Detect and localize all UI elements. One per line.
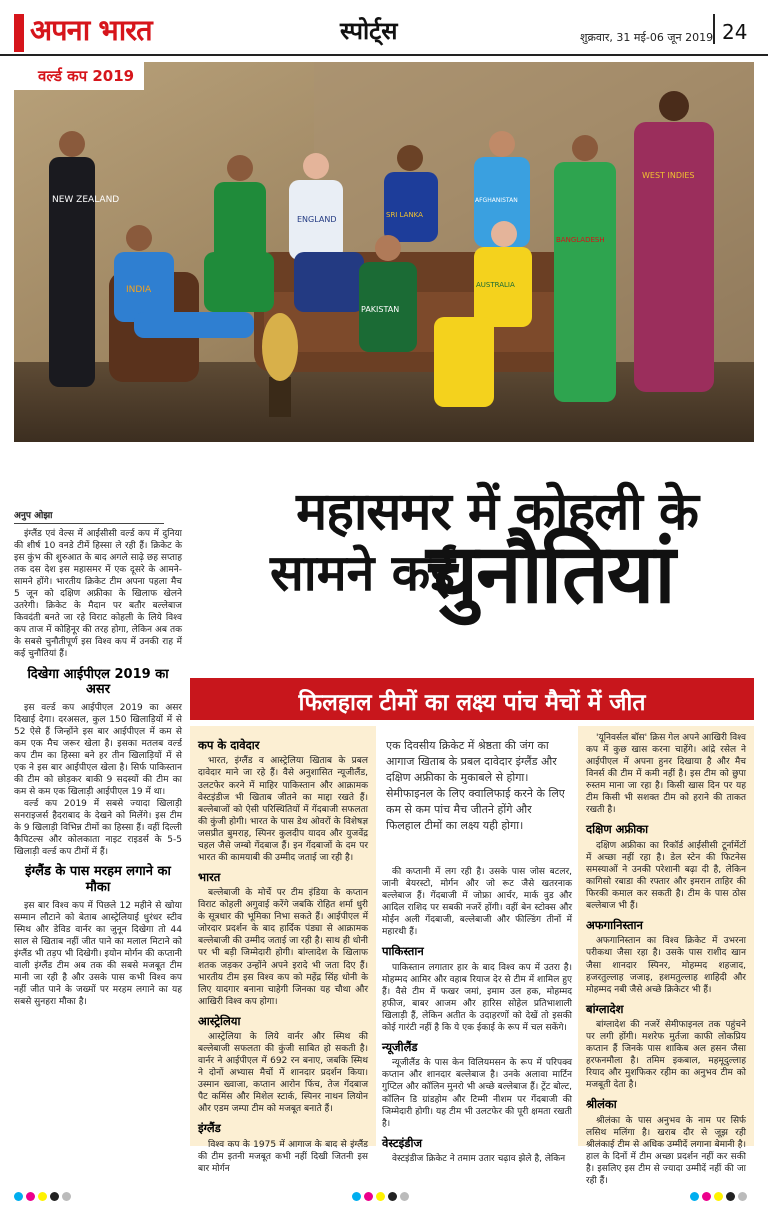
- paragraph: न्यूजीलैंड के पास केन विलियमसन के रूप में परिपक्व कप्तान और शानदार बल्लेबाज है। उनके अलावा मार्टिन गुप्टिल और कॉलिन मुनरो भी अच्छे बल्लेबाज हैं। ट्रेंट बोल्ट, कॉलिन डि ग्रांडहोम और टिम्मी नीशम पर गेंदबाजी की जिम्मेदारी होगी। यह टीम भी उलटफेर की पूरी क्षमता रखती है।: [382, 1058, 572, 1129]
- paragraph: दक्षिण अफ्रीका का रिकॉर्ड आईसीसी टूर्नामेंटों में अच्छा नहीं रहा है। डेल स्टेन की फिटनेस समस्याओं ने उनकी परेशानी बढ़ा दी है, लेकिन कागिसो रबाडा की रफ्तार और इमरान ताहिर की फिरकी कमाल कर सकती है। टीम के पास ठोस बल्लेबाज भी हैं।: [586, 840, 746, 911]
- pull-quote: एक दिवसीय क्रिकेट में श्रेष्ठता की जंग का आगाज खिताब के प्रबल दावेदार इंग्लैंड और दक्षिण अफ्रीका के मुकाबले से होगा। सेमीफाइनल के लिए क्वालिफाई करने के लिए कम से कम पांच मैच जीतने होंगे और फिलहाल टीमों का लक्ष्य यही होगा।: [380, 728, 576, 856]
- print-registration-marks: [690, 1186, 750, 1196]
- section-heading: भारत: [198, 869, 221, 884]
- headline-line-2a: सामने कई: [270, 544, 455, 602]
- registration-dot: [26, 1192, 35, 1201]
- jersey-text: AFGHANISTAN: [475, 197, 518, 204]
- jersey-text: INDIA: [126, 285, 152, 295]
- section-heading: दिखेगा आईपीएल 2019 का असर: [27, 666, 169, 698]
- jersey-text: PAKISTAN: [361, 305, 400, 314]
- masthead: [0, 0, 768, 56]
- jersey-text: ENGLAND: [297, 215, 337, 224]
- section-heading: अफगानिस्तान: [586, 918, 643, 933]
- registration-dot: [50, 1192, 59, 1201]
- section-heading: बांग्लादेश: [586, 1001, 624, 1016]
- photo-label: वर्ल्ड कप 2019: [14, 62, 144, 90]
- jersey-text: AUSTRALIA: [476, 281, 515, 289]
- section-heading: दक्षिण अफ्रीका: [586, 822, 649, 837]
- registration-dot: [14, 1192, 23, 1201]
- section-heading: इंग्लैंड के पास मरहम लगाने का मौका: [25, 864, 171, 895]
- paragraph: की कप्तानी में लग रही है। उसके पास जोस बटलर, जानी बेयरस्टो, मोर्गन और जो रूट जैसे खतरनाक बल्लेबाज हैं। गेंदबाजी में जोफ्रा आर्चर, मार्क वुड और आदिल राशिद पर सबकी नजरें होंगी। वहीं बेन स्टोक्स और मोईन अली गेंदबाजी, बल्लेबाजी और फील्डिंग तीनों में महारथी हैं।: [382, 867, 572, 938]
- paragraph: वेस्टइंडीज क्रिकेट ने तमाम उतार चढ़ाव झेले है, लेकिन: [392, 1154, 566, 1165]
- subheadline-banner: फिलहाल टीमों का लक्ष्य पांच मैचों में जीत: [190, 678, 754, 720]
- section-heading: वेस्टइंडीज: [382, 1135, 422, 1150]
- column-contenders: [190, 726, 376, 1174]
- paragraph: पाकिस्तान लगातार हार के बाद विश्व कप में उतरा है। मोहम्मद आमिर और वहाब रियाज देर से टीम में शामिल हुए हैं। वैसे टीम में फखर जमां, इमाम उल हक, मोहम्मद हफीज, बाबर आजम और हारिस सोहेल प्रतिभाशाली खिलाड़ी हैं, लेकिन अतीत के उदाहरणों को देखें तो इसकी कोई गारंटी नहीं है कि ये एक ईकाई के रूप में चल सकेंगे।: [382, 962, 572, 1033]
- registration-dot: [352, 1192, 361, 1201]
- jersey-text: BANGLADESH: [556, 236, 605, 244]
- section-heading: आस्ट्रेलिया: [198, 1013, 241, 1028]
- column-teams: [578, 726, 754, 1186]
- newspaper-logo: अपना भारत: [30, 13, 152, 47]
- paragraph: वर्ल्ड कप 2019 में सबसे ज्यादा खिलाड़ी सनराइजर्स हैदराबाद के देखने को मिलेंगे। इस टीम के 9 खिलाड़ी विभिन्न टीमों का हिस्सा हैं। वहीं दिल्ली कैपिटल्स और कोलकाता नाइट राइडर्स के 5-5 खिलाड़ी वर्ल्ड कप टीमों में हैं।: [14, 799, 182, 858]
- jersey-text: SRI LANKA: [386, 211, 423, 219]
- column-text: [198, 738, 368, 1175]
- jersey-text: WEST INDIES: [642, 171, 695, 180]
- headline-line-2b: चुनौतियां: [426, 527, 674, 622]
- jersey-text: NEW ZEALAND: [52, 195, 120, 205]
- paragraph: भारत, इंग्लैंड व आस्ट्रेलिया खिताब के प्रबल दावेदार माने जा रहे हैं। वैसे अनुशासित न्यूजीलैंड, उलटफेर करने में माहिर पाकिस्तान और आक्रामक वेस्टइंडीज भी खिताब जीतने का माद्दा रखते हैं। बल्लेबाजों को ऐसी परिस्थितियों में गेंदबाजी सफलता की कुंजी होगी। भारत के पास डेथ ओवरों के विशेषज्ञ जसप्रीत बुमराह, स्पिनर कुलदीप यादव और युजवेंद्र चहल जैसे जम्बो गेंदबाज हैं। इन गेंदबाजों के दम पर भारत की कामयाबी की उम्मीद जताई जा रही है।: [198, 756, 368, 863]
- paragraph: बल्लेबाजी के मोर्चे पर टीम इंडिया के कप्तान विराट कोहली अगुवाई करेंगे जबकि रोहित शर्मा धुरी के सूत्रधार की भूमिका निभा सकते हैं। आईपीएल में जोरदार प्रदर्शन के बाद हार्दिक पंड्या से आक्रामक बल्लेबाजी की उम्मीद जताई जा रही है। साथ ही धोनी पर भी बड़ी जिम्मेदारी होगी। बांग्लादेश के खिलाफ शतक जड़कर उन्होंने अपने इरादे भी जता दिए हैं। भारतीय टीम इस विश्व कप को महेंद्र सिंह धोनी के लिए यादगार बनाना चाहेगी जिनका यह चौथा और आखिरी विश्व कप होगा।: [198, 888, 368, 1007]
- registration-dot: [738, 1192, 747, 1201]
- divider: [713, 14, 715, 44]
- registration-dot: [400, 1192, 409, 1201]
- print-registration-marks: [14, 1186, 74, 1196]
- registration-dot: [726, 1192, 735, 1201]
- column-text: [382, 866, 572, 1165]
- column-text: [586, 732, 746, 1187]
- brand-bar: [14, 14, 24, 52]
- issue-date: शुक्रवार, 31 मई-06 जून 2019: [580, 31, 714, 44]
- section-heading: कप के दावेदार: [198, 738, 260, 752]
- section-heading: इंग्लैंड: [198, 1121, 221, 1136]
- registration-dot: [376, 1192, 385, 1201]
- paragraph: 'यूनिवर्सल बॉस' क्रिस गेल अपने आखिरी विश्व कप में कुछ खास करना चाहेंगे। आंद्रे रसेल ने आईपीएल में अपना हुनर दिखाया है और मैच विनर्स की टीम में कमी नहीं है। इस टीम को छुपा रुस्तम माना जा रहा है। किसी खास दिन पर यह टीम किसी भी सशक्त टीम को हराने की ताकत रखती है।: [586, 733, 746, 816]
- registration-dot: [702, 1192, 711, 1201]
- paragraph: बांग्लादेश की नजरें सेमीफाइनल तक पहुंचने पर लगी होंगी। मशरेफ मुर्तजा काफी लोकप्रिय कप्तान हैं जिनके पास शाकिब अल हसन जैसा हरफनमौला है। तमिम इकबाल, महमूदुल्लाह रियाद और मुशफिकर रहीम का अनुभव टीम को मजबूती देता है।: [586, 1020, 746, 1091]
- paragraph: विश्व कप के 1975 में आगाज के बाद से इंग्लैंड की टीम इतनी मजबूत कभी नहीं दिखी जितनी इस बार मोर्गन: [198, 1139, 368, 1174]
- byline: अनुप ओझा: [14, 508, 164, 524]
- team-captains-photo: [14, 62, 754, 442]
- section-heading: न्यूजीलैंड: [382, 1039, 418, 1054]
- section-heading: श्रीलंका: [586, 1097, 617, 1112]
- section-heading: पाकिस्तान: [382, 944, 424, 959]
- paragraph: अफगानिस्तान का विश्व क्रिकेट में उभरना परीकथा जैसा रहा है। उसके पास राशीद खान जैसा शानदार स्पिनर, मोहम्मद शहजाद, हजरतुल्लाह जजाइ, हशमतुल्लाह शाहिदी और मोहम्मद नबी जैसे अच्छे क्रिकेटर भी हैं।: [586, 936, 746, 995]
- page-number: 24: [722, 20, 748, 44]
- section-title: स्पोर्ट्स: [340, 17, 398, 45]
- registration-dot: [388, 1192, 397, 1201]
- print-registration-marks: [352, 1186, 412, 1196]
- registration-dot: [38, 1192, 47, 1201]
- paragraph: इंग्लैंड एवं वेल्स में आईसीसी वर्ल्ड कप में दुनिया की शीर्ष 10 वनडे टीमें हिस्सा ले रही हैं। क्रिकेट के इस कुंभ की शुरुआत के बाद अगले साढ़े छह सप्ताह तक दस देश इस महासमर में एक दूसरे के आमने-सामने होंगे। भारतीय क्रिकेट टीम अपना पहला मैच 5 जून को दक्षिण अफ्रीका के खिलाफ खेलने उतरेगी। क्रिकेट के मैदान पर बतौर बल्लेबाज किवदंती बनते जा रहे विराट कोहली के लिये विश्व कप ताज में कोहिनूर की तरह होगा, लेकिन अब तक के सबसे चुनौतीपूर्ण इस विश्व कप में उनकी राह में कई चुनौतियां हैं।: [14, 529, 182, 660]
- paragraph: आस्ट्रेलिया के लिये वार्नर और स्मिथ की बल्लेबाजी सफलता की कुंजी साबित हो सकती है। वार्नर ने आईपीएल में 692 रन बनाए, जबकि स्मिथ ने दोनों अभ्यास मैचों में शानदार प्रदर्शन किया। उस्मान ख्वाजा, कप्तान आरोन फिंच, तेज गेंदबाज पैट कमिंस और मिशेल स्टार्क, स्पिनर नाथन लियोन और एडम जम्पा टीम को मजबूत बनाते हैं।: [198, 1032, 368, 1115]
- paragraph: इस वर्ल्ड कप आईपीएल 2019 का असर दिखाई देगा। दरअसल, कुल 150 खिलाड़ियों में से 52 ऐसे हैं जिन्होंने इस बार आईपीएल में कम से कम एक मैच जरूर खेला है। इसका मतलब वर्ल्ड कप टीम का हिस्सा बने हर तीन खिलाड़ियों में से एक ने इस बार आईपीएल खेला है। सिर्फ पाकिस्तान की टीम को छोड़कर बाकी 9 सदस्यों की टीम का कम से कम एक खिलाड़ी आईपीएल 19 में था।: [14, 702, 182, 798]
- paragraph: इस बार विश्व कप में पिछले 12 महीने से खोया सम्मान लौटाने को बेताब आस्ट्रेलियाई धुरंधर स्टीव स्मिथ और डेविड वार्नर का जुनून दिखेगा तो 44 साल से खिताब नहीं जीत पाने का मलाल मिटाने को इंग्लैंड भी तड़प भी दिखेगी। इयोन मोर्गन की कप्तानी वाली इंग्लैंड टीम अब तक की सबसे मजबूत टीम मानी जा रही है और उसके पास कभी विश्व कप नहीं जीत पाने के जख्मों पर मरहम लगाने का यह सबसे सुनहरा मौका है।: [14, 900, 182, 1007]
- registration-dot: [364, 1192, 373, 1201]
- left-column: [14, 528, 182, 1008]
- registration-dot: [62, 1192, 71, 1201]
- paragraph: श्रीलंका के पास अनुभव के नाम पर सिर्फ लसिथ मलिंगा है। खराब दौर से जूझ रही श्रीलंकाई टीम से अधिक उम्मीदें लगाना बेमानी है। हाल के दिनों में टीम अच्छा प्रदर्शन नहीं कर सकी है। इसलिए इस टीम से ज्यादा उम्मीदें नहीं की जा रही हैं।: [586, 1115, 746, 1186]
- registration-dot: [714, 1192, 723, 1201]
- headline-line-1: महासमर में कोहली के: [296, 482, 698, 542]
- registration-dot: [690, 1192, 699, 1201]
